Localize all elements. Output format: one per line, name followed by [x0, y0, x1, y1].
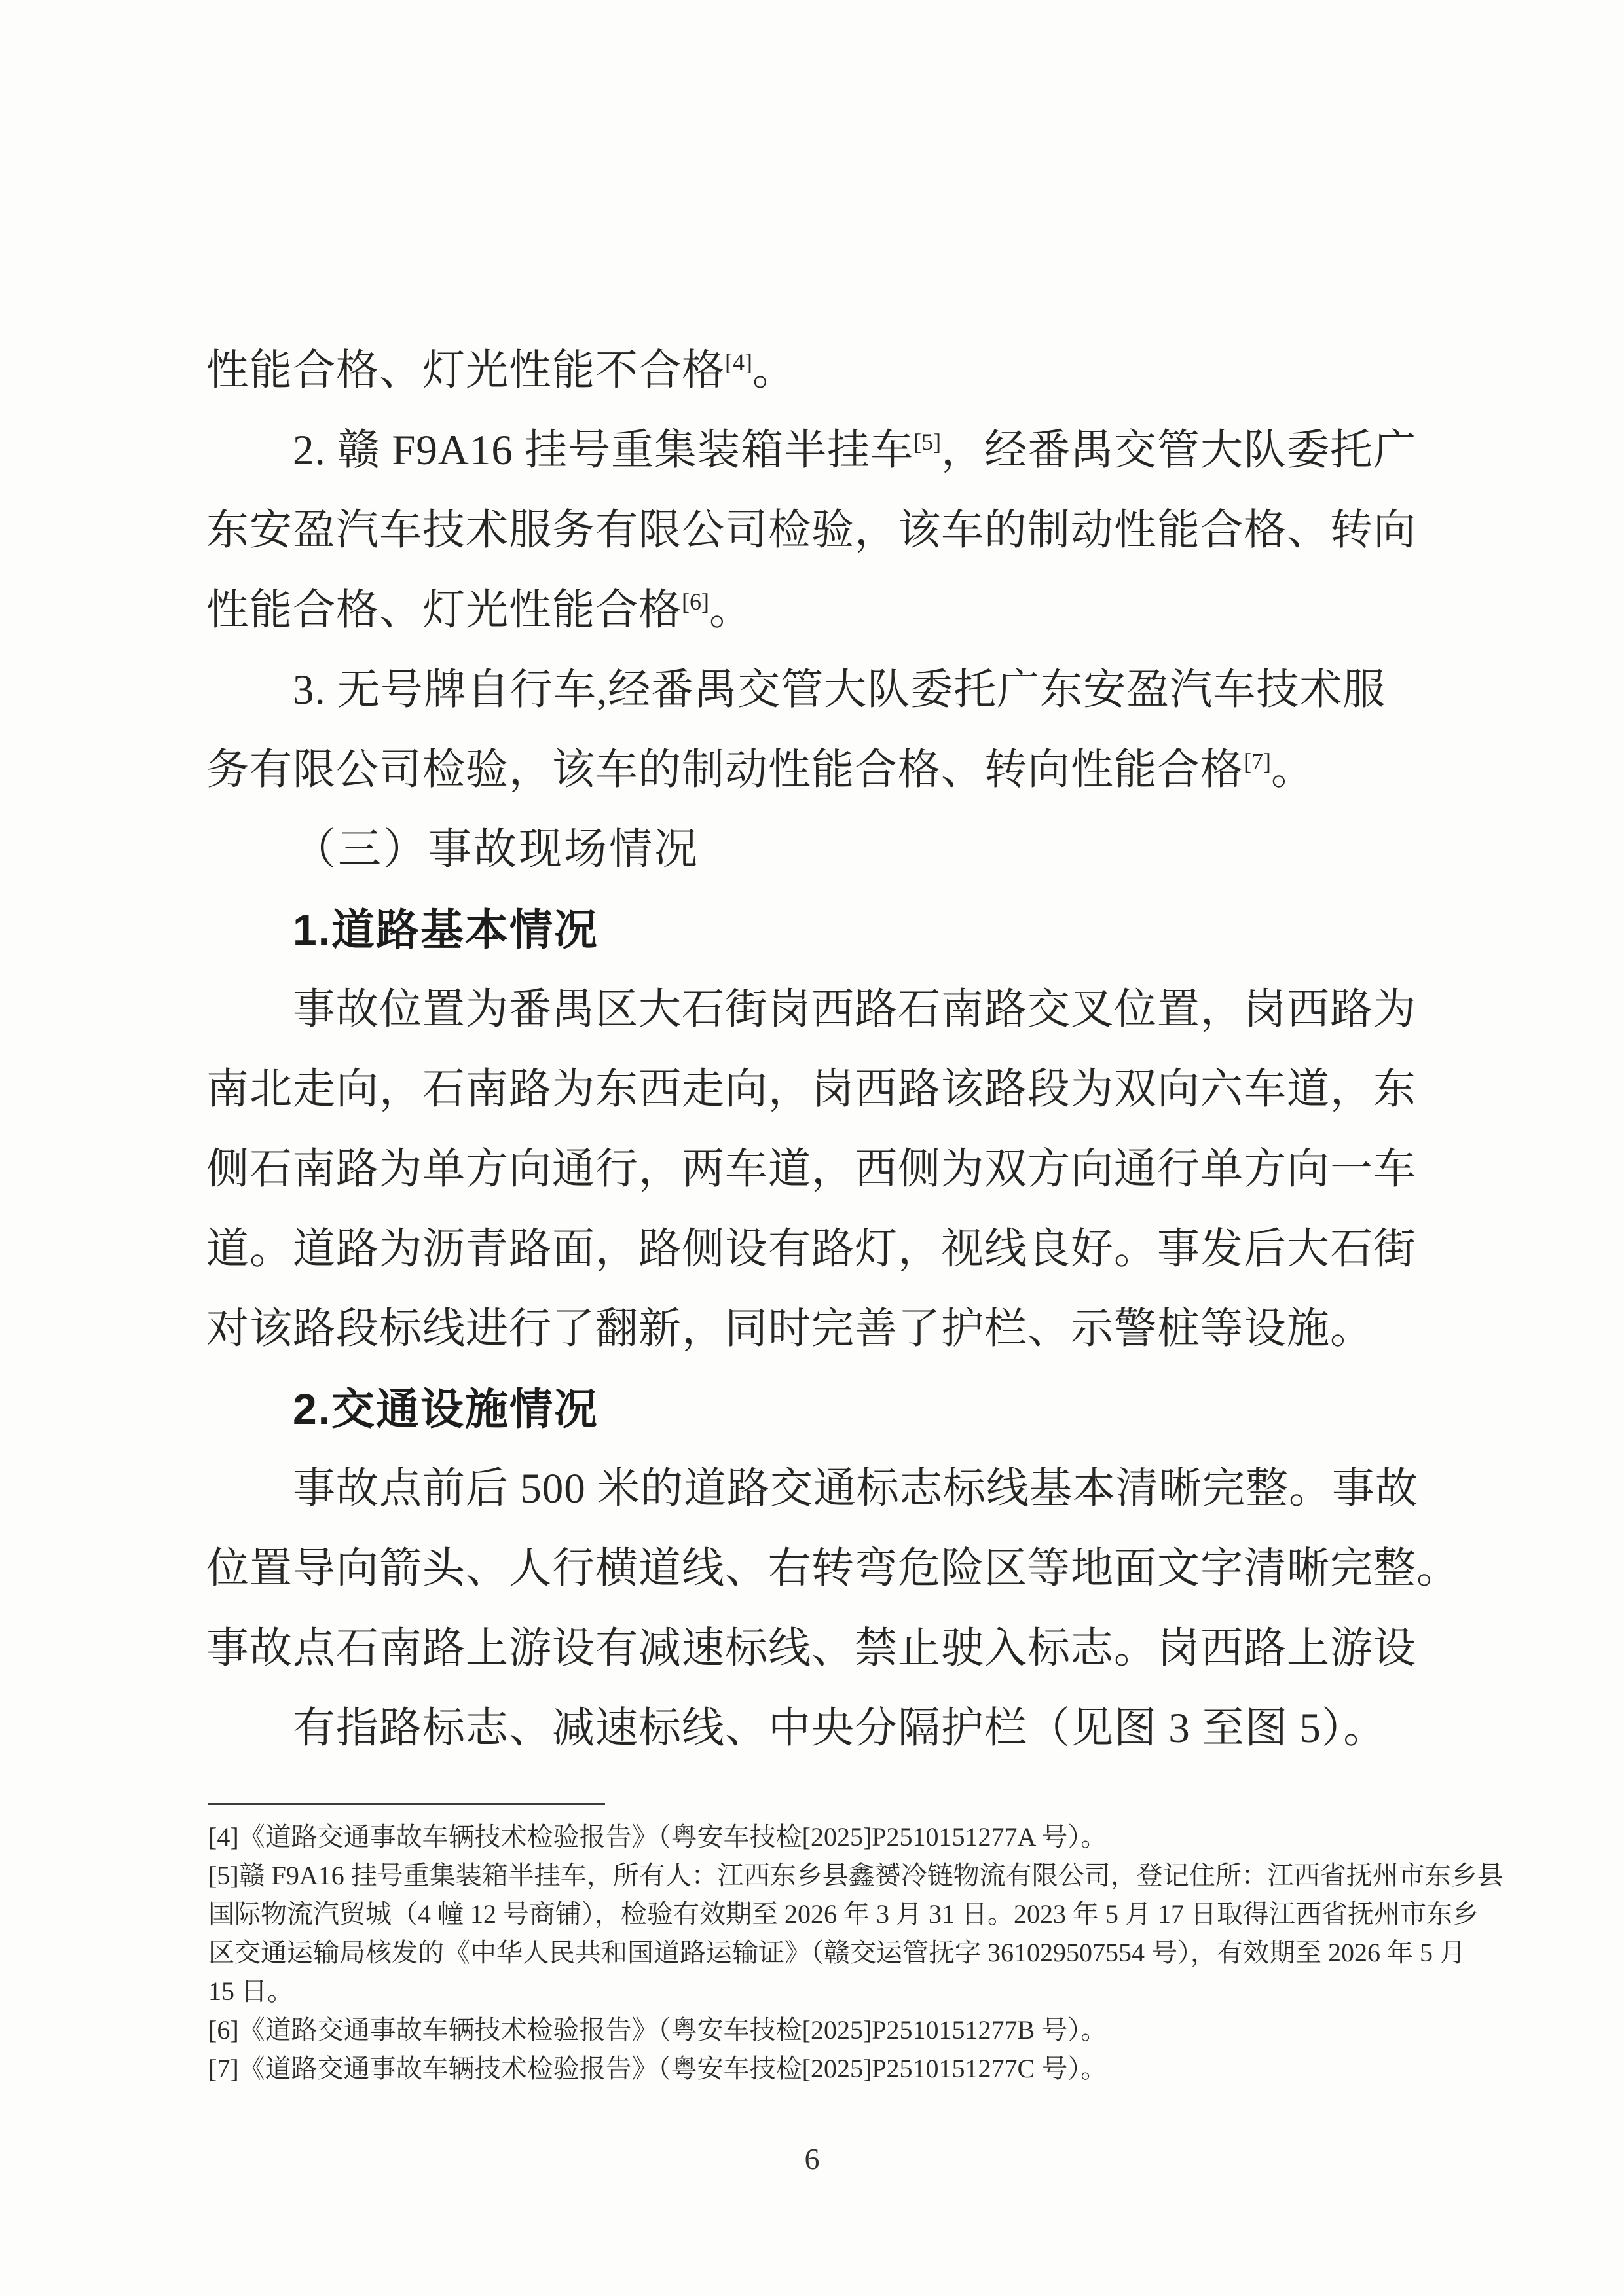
body-line: [206, 1049, 1424, 1129]
body-line: [206, 410, 1424, 490]
footnote-line: [6]《道路交通事故车辆技术检验报告》（粤安车技检[2025]P2510151277B 号）。: [208, 2015, 1107, 2045]
footnote-line: 国际物流汽贸城（4 幢 12 号商铺），检验有效期至 2026 年 3 月 31 日。2023 年 5 月 17 日取得江西省抚州市东乡: [208, 1899, 1479, 1929]
footnote-line: [4]《道路交通事故车辆技术检验报告》（粤安车技检[2025]P2510151277A 号）。: [208, 1822, 1107, 1851]
text-segment: 1.道路基本情况: [293, 905, 599, 954]
body-line: [206, 570, 1424, 650]
text-segment: 侧石南路为单方向通行，两车道，西侧为双方向通行单方向一车: [206, 1146, 1417, 1193]
body-text: [206, 331, 1460, 1768]
body-line: [206, 810, 1424, 890]
body-line: [206, 1449, 1424, 1529]
text-segment: 对该路段标线进行了翻新，同时完善了护栏、示警桩等设施。: [206, 1305, 1374, 1353]
text-segment: 事故点石南路上游设有减速标线、禁止驶入标志。岗西路上游设: [206, 1625, 1417, 1672]
body-line: [206, 970, 1424, 1049]
section-heading-line: [206, 890, 1424, 970]
text-segment: 。: [1271, 746, 1315, 793]
footnote-ref: [6]: [682, 588, 709, 615]
text-segment: ，经番禺交管大队委托广: [941, 427, 1417, 474]
text-segment: 事故点前后 500 米的道路交通标志标线基本清晰完整。事故: [293, 1465, 1419, 1512]
text-segment: 南北走向，石南路为东西走向，岗西路该路段为双向六车道，东: [206, 1066, 1417, 1113]
text-segment: 。: [709, 587, 753, 634]
body-line: [206, 1129, 1424, 1209]
text-segment: （三）事故现场情况: [293, 826, 699, 873]
text-segment: 位置导向箭头、人行横道线、右转弯危险区等地面文字清晰完整。: [206, 1545, 1460, 1592]
footnote-line: [5]赣 F9A16 挂号重集装箱半挂车，所有人：江西东乡县鑫赟冷链物流有限公司，登记住所：江西省抚州市东乡县: [208, 1861, 1504, 1890]
text-segment: 务有限公司检验，该车的制动性能合格、转向性能合格: [206, 746, 1244, 793]
footnote-ref: [4]: [725, 348, 752, 375]
body-line: [206, 1529, 1460, 1609]
body-line: [206, 1688, 1424, 1768]
body-line: [206, 730, 1424, 810]
text-segment: 2. 赣 F9A16 挂号重集装箱半挂车: [293, 427, 914, 474]
footnote-separator: [208, 1803, 605, 1805]
footnote-line: 15 日。: [208, 1977, 293, 2006]
section-heading-line: [206, 1369, 1424, 1449]
text-segment: 道。道路为沥青路面，路侧设有路灯，视线良好。事发后大石街: [206, 1226, 1417, 1273]
footnote-ref: [7]: [1244, 748, 1271, 774]
text-segment: 。: [752, 347, 796, 394]
footnote-line: [7]《道路交通事故车辆技术检验报告》（粤安车技检[2025]P2510151277C 号）。: [208, 2054, 1107, 2083]
body-line: [206, 650, 1424, 730]
body-line: [206, 1289, 1424, 1369]
text-segment: 性能合格、灯光性能合格: [206, 587, 682, 634]
page-number: 6: [804, 2142, 820, 2176]
text-segment: 有指路标志、减速标线、中央分隔护栏（见图 3 至图 5）。: [293, 1705, 1387, 1752]
text-segment: 性能合格、灯光性能不合格: [206, 347, 726, 394]
body-line: [206, 490, 1424, 570]
footnote-ref: [5]: [913, 428, 942, 455]
body-line: [206, 1609, 1424, 1688]
text-segment: 事故位置为番禺区大石街岗西路石南路交叉位置，岗西路为: [293, 986, 1417, 1033]
body-line: [206, 1209, 1424, 1289]
text-segment: 东安盈汽车技术服务有限公司检验，该车的制动性能合格、转向: [206, 507, 1417, 554]
body-line: [206, 331, 1424, 410]
text-segment: 3. 无号牌自行车,经番禺交管大队委托广东安盈汽车技术服: [293, 666, 1386, 714]
footnote-line: 区交通运输局核发的《中华人民共和国道路运输证》（赣交运管抚字 361029507554 号），有效期至 2026 年 5 月: [208, 1938, 1466, 1967]
text-segment: 2.交通设施情况: [293, 1385, 599, 1433]
footnotes: [208, 1817, 1504, 2088]
